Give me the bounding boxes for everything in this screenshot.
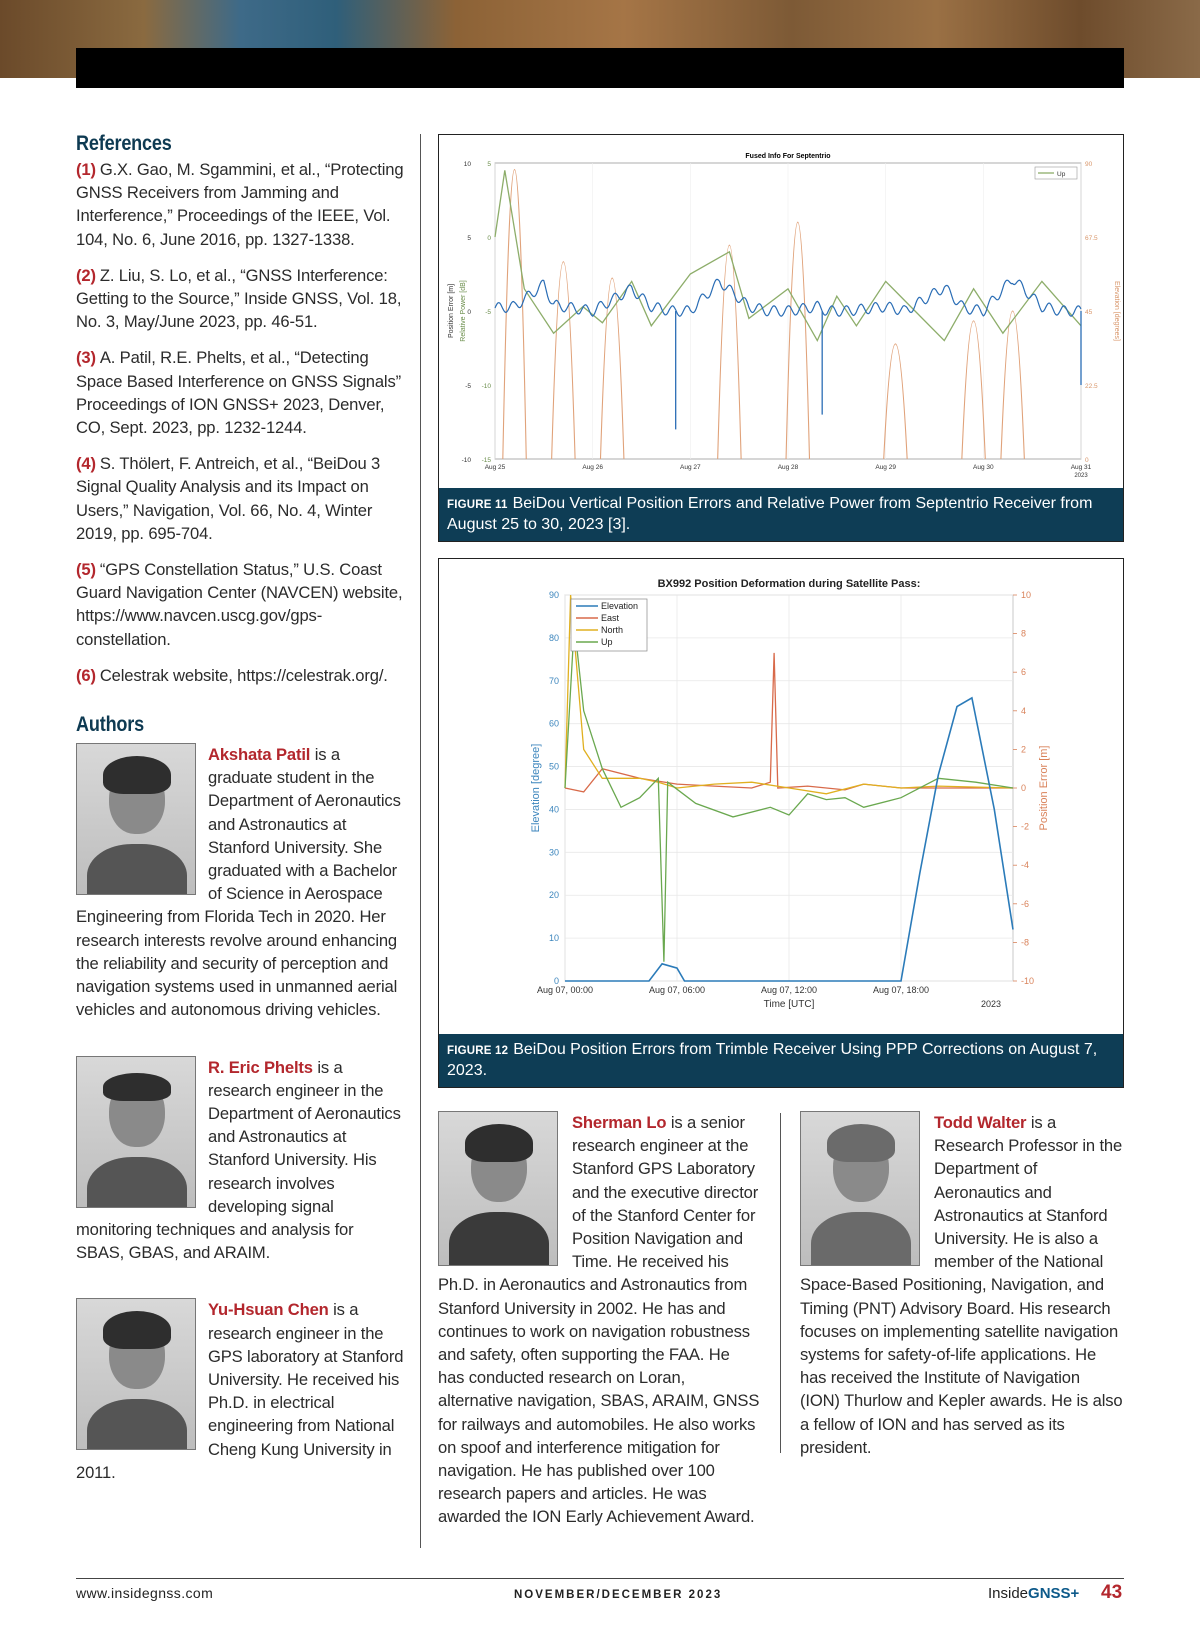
y-right-tick-label: 22.5 (1085, 383, 1098, 390)
x-tick-label: Aug 29 (875, 464, 896, 471)
author-bio: is a research engineer in the Department of Aeronautics and Astronautics at Stanford University. His research involves developing signal monitoring techniques and analysis for SBAS, GBAS, and ARAIM. (76, 1057, 401, 1263)
legend-label: East (601, 613, 620, 623)
reference-text: A. Patil, R.E. Phelts, et al., “Detecting Space Based Interference on GNSS Signals” Proceedings of ION GNSS+ 2023, Denver, CO, Sept. 2023, pp. 1232-1244. (76, 348, 401, 438)
y-right-tick-label: 8 (1021, 628, 1027, 639)
author-name: Akshata Patil (208, 745, 311, 765)
figure-12-chart (439, 559, 1123, 1029)
author-photo (76, 1298, 196, 1450)
x-tick-label: Aug 31 (1070, 464, 1092, 471)
reference-item (76, 346, 406, 439)
x-tick-label: Aug 28 (777, 464, 799, 471)
y-right-tick-label: 2 (1021, 744, 1027, 755)
reference-number: (3) (76, 348, 96, 368)
y-tick-label: 50 (548, 761, 559, 772)
author-phelts (76, 1056, 406, 1265)
x-year-label: 2023 (1074, 473, 1088, 479)
y-right-tick-label: 10 (1021, 590, 1032, 600)
author-bio: is a Research Professor in the Department of Aeronautics and Astronautics at Stanford University. He is also a member of the National Space-Based Positioning, Navigation, and Timing (PNT) Advisory Board. His research focuses on implementing satellite navigation systems for safety-of-life applications. He has received the Institute of Navigation (ION) Thurlow and Kepler awards. He is also a fellow of ION and has served as its president. (800, 1113, 1123, 1457)
figure-11-caption (439, 488, 1123, 541)
x-tick-label: Aug 27 (680, 464, 701, 471)
reference-item (76, 264, 406, 334)
y-tick-label: -5 (485, 309, 491, 316)
y-right-tick-label: 0 (1021, 783, 1027, 793)
y-tick-label: -10 (461, 457, 471, 464)
references-heading: References (76, 132, 172, 155)
chart-title: Fused Info For Septentrio (745, 153, 831, 160)
author-photo (76, 1056, 196, 1208)
reference-item (76, 158, 406, 251)
y-tick-label: 5 (467, 235, 471, 242)
author-name: R. Eric Phelts (208, 1057, 313, 1077)
y-axis-label: Elevation [degree] (530, 743, 542, 833)
y-tick-label: 5 (487, 161, 491, 168)
y-right-tick-label: 45 (1085, 309, 1093, 316)
y-right-tick-label: -10 (1021, 976, 1035, 986)
y-right-tick-label: -6 (1021, 898, 1030, 909)
author-name: Yu-Hsuan Chen (208, 1300, 329, 1320)
caption-text: BeiDou Position Errors from Trimble Receiver Using PPP Corrections on August 7, 2023. (447, 1041, 1098, 1079)
x-tick-label: Aug 25 (484, 464, 506, 471)
y-right-tick-label: -4 (1021, 860, 1030, 871)
y-tick-label: 20 (548, 890, 559, 901)
column-divider (420, 134, 421, 1548)
footer-brand (988, 1585, 1079, 1602)
y-tick-label: -10 (481, 383, 491, 390)
page-number: 43 (1101, 1582, 1123, 1603)
authors-heading: Authors (76, 713, 145, 737)
x-tick-label: Aug 26 (582, 464, 603, 471)
reference-number: (5) (76, 560, 96, 580)
y-right-tick-label: -2 (1021, 821, 1030, 832)
x-tick-label: Aug 30 (973, 464, 994, 471)
author-lo (438, 1111, 760, 1529)
y-tick-label: 30 (548, 847, 559, 858)
y-right-tick-label: 6 (1021, 667, 1027, 678)
figure-12 (438, 558, 1124, 1088)
reference-text: S. Thölert, F. Antreich, et al., “BeiDou 3 Signal Quality Analysis and its Impact on Users,” Navigation, Vol. 66, No. 4, Winter 2019, pp. 695-704. (76, 454, 381, 543)
author-chen (76, 1298, 406, 1484)
footer-rule (76, 1578, 1124, 1579)
author-bio: is a research engineer in the GPS laboratory at Stanford University. He received his Ph.D. in electrical engineering from National Cheng Kung University in 2011. (76, 1300, 404, 1482)
x-tick-label: Aug 07, 18:00 (872, 985, 930, 995)
y-right-tick-label: 67.5 (1085, 235, 1098, 242)
y-tick-label: 10 (548, 933, 559, 944)
y-tick-label: 0 (467, 309, 471, 316)
y-tick-label: -5 (465, 383, 471, 390)
author-photo (800, 1111, 920, 1266)
legend-label: Elevation (601, 601, 639, 611)
figure-label: FIGURE 11 (447, 499, 508, 511)
footer-issue-date: NOVEMBER/DECEMBER 2023 (514, 1589, 723, 1601)
author-bio: is a graduate student in the Department of Aeronautics and Astronautics at Stanford University. She graduated with a Bachelor of Science in Aerospace Engineering from Florida Tech in 2020. Her research interests revolve around enhancing the reliability and security of perception and navigation systems used in unmanned aerial vehicles and autonomous driving vehicles. (76, 745, 401, 1020)
reference-item (76, 452, 406, 545)
y-axis-label: Position Error [m] (448, 283, 455, 339)
references-list (76, 158, 406, 687)
legend-label: Up (601, 637, 613, 647)
column-divider (780, 1113, 781, 1453)
figure-12-caption (439, 1034, 1123, 1087)
y-tick-label: -15 (481, 457, 491, 464)
brand-prefix: Inside (988, 1585, 1029, 1602)
y-tick-label: 80 (548, 632, 559, 643)
author-walter (800, 1111, 1124, 1459)
figure-label: FIGURE 12 (447, 1045, 509, 1057)
x-tick-label: Aug 07, 00:00 (536, 985, 594, 995)
y-tick-label: 40 (548, 804, 559, 815)
author-name: Todd Walter (934, 1113, 1027, 1132)
caption-text: BeiDou Vertical Position Errors and Relative Power from Septentrio Receiver from August 25 to 30, 2023 [3]. (447, 495, 1093, 533)
reference-text: “GPS Constellation Status,” U.S. Coast Guard Navigation Center (NAVCEN) website, https://www.navcen.uscg.gov/gps-constellation. (76, 560, 403, 649)
figure-11-chart (439, 135, 1123, 485)
footer-url: www.insidegnss.com (76, 1585, 214, 1601)
reference-number: (2) (76, 265, 96, 285)
left-column (76, 132, 406, 1518)
brand-main: GNSS+ (1028, 1585, 1080, 1602)
y-tick-label: 10 (463, 161, 471, 168)
author-photo (438, 1111, 558, 1266)
reference-number: (6) (76, 665, 96, 685)
figure-11 (438, 134, 1124, 542)
reference-text: Celestrak website, https://celestrak.org/. (99, 665, 388, 685)
y-right-tick-label: -8 (1021, 937, 1030, 948)
legend-label: North (601, 625, 624, 635)
y-tick-label: 70 (548, 675, 559, 686)
x-year-label: 2023 (980, 999, 1002, 1009)
reference-item (76, 664, 406, 687)
author-photo (76, 743, 196, 895)
y-right-tick-label: 4 (1021, 705, 1027, 716)
reference-item (76, 558, 406, 651)
x-axis-label: Time [UTC] (763, 999, 815, 1010)
header-black-bar (76, 48, 1124, 88)
reference-text: Z. Liu, S. Lo, et al., “GNSS Interference: Getting to the Source,” Inside GNSS, Vol. 18, No. 3, May/June 2023, pp. 46-51. (76, 265, 402, 332)
author-bio: is a senior research engineer at the Stanford GPS Laboratory and the executive director of the Stanford Center for Position Navigation and Time. He received his Ph.D. in Aeronautics and Astronautics from Stanford University in 2002. He has and continues to work on navigation robustness and safety, often supporting the FAA. He has conducted research on Loran, alternative navigation, SBAS, ARAIM, GNSS for railways and automobiles. He also works on spoof and interference mitigation for navigation. He has published over 100 research papers and articles. He was awarded the ION Early Achievement Award. (438, 1113, 760, 1527)
reference-number: (4) (76, 454, 96, 474)
y-axis-label: Relative Power [dB] (460, 280, 467, 342)
author-patil (76, 743, 406, 1021)
reference-text: G.X. Gao, M. Sgammini, et al., “Protecting GNSS Receivers from Jamming and Interference,” Proceedings of the IEEE, Vol. 104, No. 6, June 2016, pp. 1327-1338. (76, 160, 404, 249)
y-right-tick-label: 0 (1085, 457, 1089, 464)
y-tick-label: 90 (548, 590, 559, 600)
x-tick-label: Aug 07, 12:00 (760, 985, 818, 995)
y-right-axis-label: Position Error [m] (1038, 745, 1050, 831)
y-right-tick-label: 90 (1085, 161, 1093, 168)
y-tick-label: 0 (487, 235, 491, 242)
y-right-axis-label: Elevation [degrees] (1113, 281, 1120, 341)
y-tick-label: 60 (548, 718, 559, 729)
legend-label: Up (1057, 171, 1066, 178)
author-name: Sherman Lo (572, 1113, 667, 1132)
reference-number: (1) (76, 160, 96, 179)
x-tick-label: Aug 07, 06:00 (648, 985, 706, 995)
y-tick-label: 0 (553, 976, 559, 986)
chart-title: BX992 Position Deformation during Satellite Pass: (657, 578, 921, 590)
